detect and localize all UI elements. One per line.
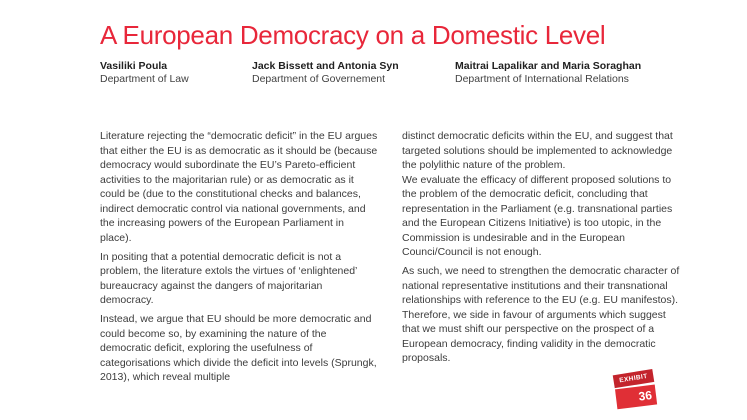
abstract-paragraph: Literature rejecting the “democratic deficit” in the EU argues that either the EU is as democratic as it should be (because democracy would subordinate the EU’s Pareto-efficient activities to the majoritarian rule) or as democratic as it could be (due to the constitutional checks and balances, indirect democratic control via national governments, and the increasing powers of the European Parliament in place). bbox=[100, 130, 378, 244]
abstract-paragraph: Instead, we argue that EU should be more democratic and could become so, by examining the nature of the democratic deficit, exploring the usefulness of categorisations which divide the deficit into levels (Sprungk, 2013), which reveal multiple bbox=[100, 313, 377, 383]
author-department: Department of Governement bbox=[252, 72, 386, 85]
author-department: Department of Law bbox=[100, 72, 189, 85]
author-list bbox=[100, 60, 660, 88]
author-block bbox=[252, 60, 399, 85]
abstract-paragraph: We evaluate the efficacy of different proposed solutions to the problem of the democratic deficit, concluding that representation in the Parliament (e.g. transnational parties and the European Citizens Initiative) is too utopic, in the Commission is undesirable and in the European Counci/Council is not enough. bbox=[402, 173, 673, 258]
page-title: A European Democracy on a Domestic Level bbox=[100, 20, 606, 50]
abstract-paragraph: In positing that a potential democratic deficit is not a problem, the literature extols the virtues of ‘enlightened’ bureaucracy against the dangers of majoritarian democracy. bbox=[100, 250, 358, 306]
author-block bbox=[100, 60, 189, 85]
abstract-column-left bbox=[100, 129, 378, 389]
author-department: Department of International Relations bbox=[455, 72, 629, 85]
author-name: Maitrai Lapalikar and Maria Soraghan bbox=[455, 60, 642, 72]
abstract-paragraph: distinct democratic deficits within the EU, and suggest that targeted solutions should be implemented to acknowledge the polylithic nature of the problem. bbox=[402, 130, 673, 171]
abstract-paragraph: As such, we need to strengthen the democratic character of national representative institutions and their transnational relationships with reference to the EU (e.g. EU manifestos). Therefore, we side in favour of arguments which suggest that we must shift our perspective on the prospect of a European democracy, finding validity in the democratic proposals. bbox=[402, 265, 680, 364]
exhibit-stamp-number: 36 bbox=[615, 384, 657, 409]
abstract-body bbox=[100, 129, 686, 389]
author-block bbox=[455, 60, 641, 85]
abstract-column-right bbox=[402, 129, 686, 389]
author-name: Jack Bissett and Antonia Syn bbox=[252, 60, 399, 72]
exhibit-stamp-label: EXHIBIT bbox=[613, 369, 655, 388]
exhibit-stamp bbox=[613, 369, 657, 409]
author-name: Vasiliki Poula bbox=[100, 60, 168, 72]
